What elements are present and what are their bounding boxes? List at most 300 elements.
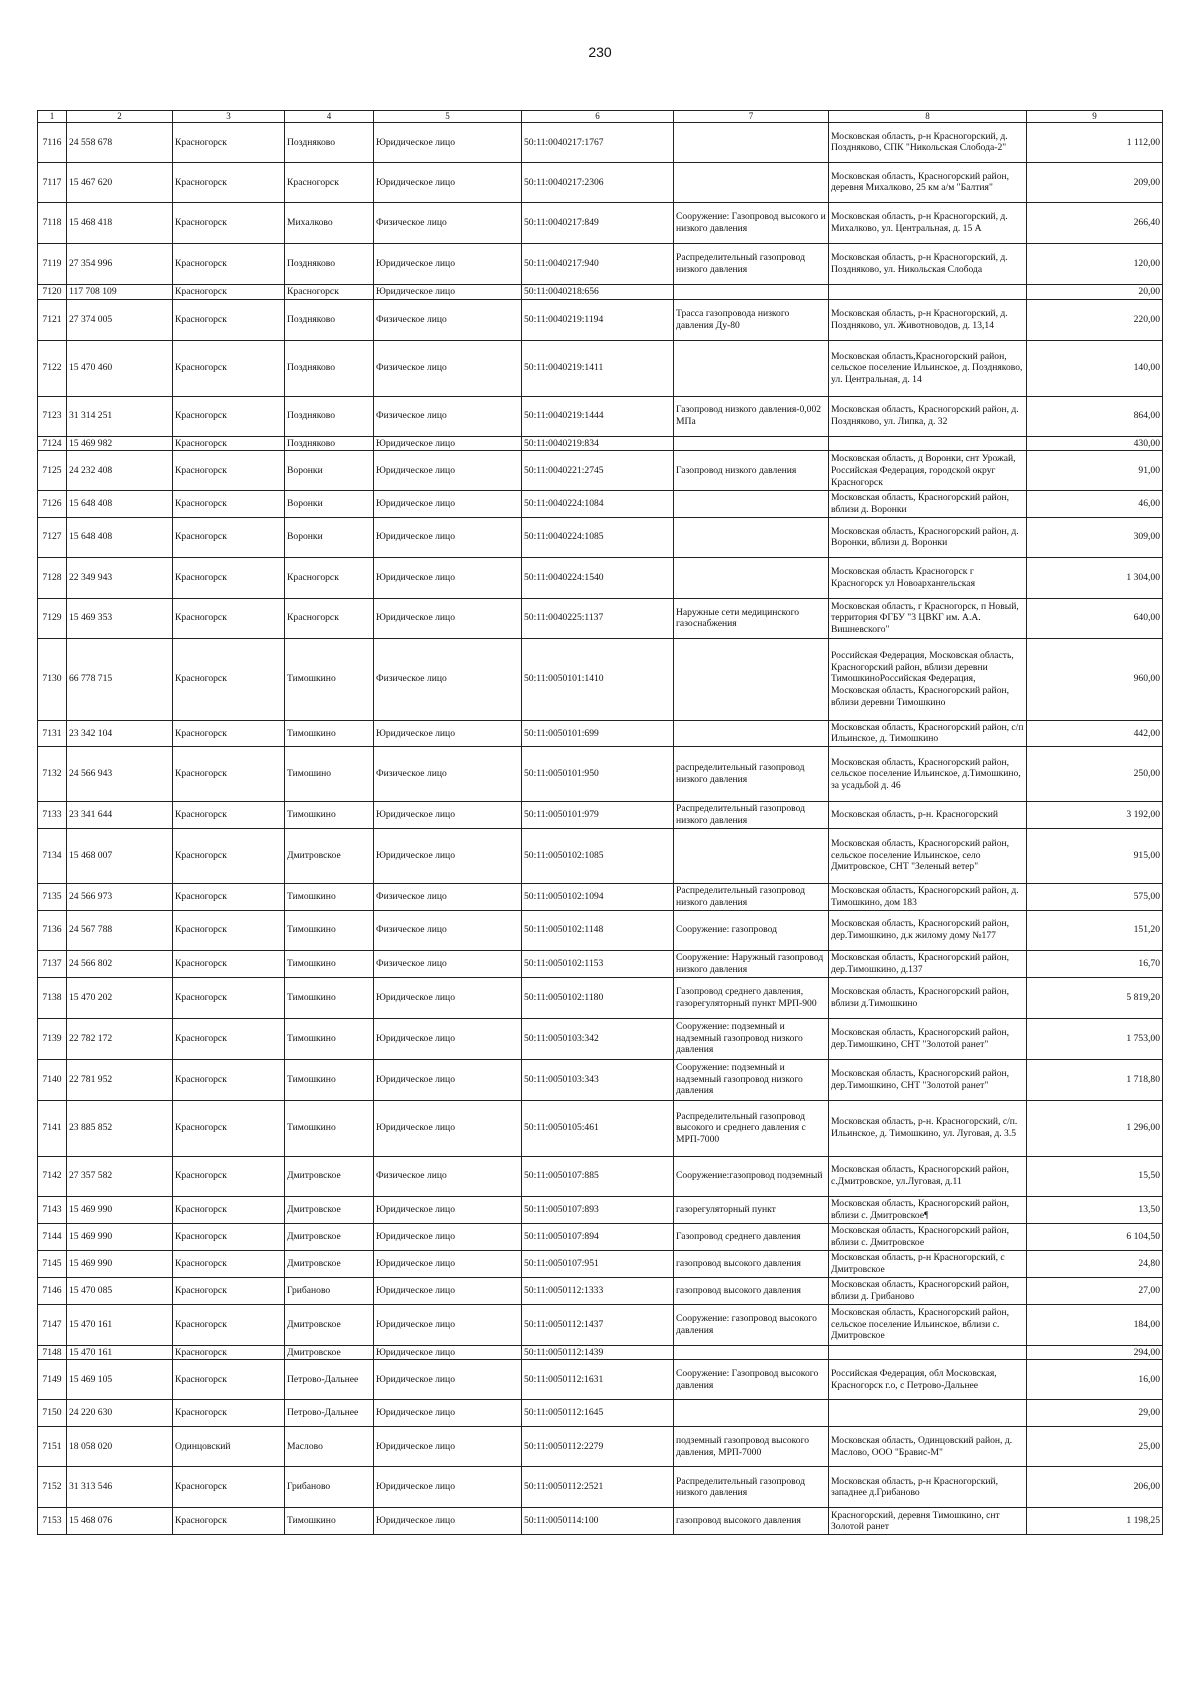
owner-type-cell: Физическое лицо bbox=[374, 202, 522, 243]
cadastral-number-cell: 50:11:0050102:1094 bbox=[522, 883, 674, 910]
code-cell: 24 558 678 bbox=[67, 122, 173, 162]
table-row bbox=[38, 243, 1163, 284]
address-cell: Московская область, Красногорский район, вблизи д.Тимошкино bbox=[829, 977, 1027, 1018]
locality-cell: Поздняково bbox=[285, 396, 374, 436]
table-row bbox=[38, 598, 1163, 638]
column-header: 7 bbox=[674, 111, 829, 123]
object-description-cell bbox=[674, 828, 829, 883]
district-cell: Красногорск bbox=[173, 977, 285, 1018]
area-cell: 220,00 bbox=[1027, 299, 1163, 340]
locality-cell: Красногорск bbox=[285, 284, 374, 299]
column-header: 3 bbox=[173, 111, 285, 123]
object-description-cell: Газопровод низкого давления bbox=[674, 451, 829, 491]
district-cell: Красногорск bbox=[173, 1400, 285, 1427]
district-cell: Красногорск bbox=[173, 122, 285, 162]
area-cell: 250,00 bbox=[1027, 747, 1163, 802]
owner-type-cell: Физическое лицо bbox=[374, 747, 522, 802]
area-cell: 46,00 bbox=[1027, 491, 1163, 517]
address-cell: Московская область, р-н Красногорский, западнее д.Грибаново bbox=[829, 1467, 1027, 1508]
district-cell: Красногорск bbox=[173, 340, 285, 396]
locality-cell: Петрово-Дальнее bbox=[285, 1400, 374, 1427]
locality-cell: Дмитровское bbox=[285, 828, 374, 883]
table-row bbox=[38, 340, 1163, 396]
cadastral-number-cell: 50:11:0040225:1137 bbox=[522, 598, 674, 638]
area-cell: 960,00 bbox=[1027, 638, 1163, 720]
code-cell: 22 781 952 bbox=[67, 1059, 173, 1100]
object-description-cell: Газопровод среднего давления bbox=[674, 1223, 829, 1250]
table-row bbox=[38, 1345, 1163, 1360]
owner-type-cell: Юридическое лицо bbox=[374, 451, 522, 491]
cadastral-number-cell: 50:11:0040217:2306 bbox=[522, 162, 674, 202]
row-number-cell: 7147 bbox=[38, 1304, 67, 1345]
owner-type-cell: Юридическое лицо bbox=[374, 557, 522, 598]
code-cell: 15 467 620 bbox=[67, 162, 173, 202]
district-cell: Красногорск bbox=[173, 162, 285, 202]
code-cell: 66 778 715 bbox=[67, 638, 173, 720]
cadastral-number-cell: 50:11:0050103:342 bbox=[522, 1018, 674, 1059]
table-row bbox=[38, 1018, 1163, 1059]
area-cell: 1 753,00 bbox=[1027, 1018, 1163, 1059]
code-cell: 15 470 460 bbox=[67, 340, 173, 396]
address-cell: Московская область, Красногорский район, дер.Тимошкино, д.137 bbox=[829, 950, 1027, 977]
owner-type-cell: Физическое лицо bbox=[374, 883, 522, 910]
object-description-cell: Распределительный газопровод низкого давления bbox=[674, 1467, 829, 1508]
locality-cell: Тимошкино bbox=[285, 883, 374, 910]
table-row bbox=[38, 828, 1163, 883]
cadastral-number-cell: 50:11:0050114:100 bbox=[522, 1508, 674, 1535]
owner-type-cell: Юридическое лицо bbox=[374, 1467, 522, 1508]
area-cell: 16,00 bbox=[1027, 1360, 1163, 1400]
cadastral-number-cell: 50:11:0050112:1439 bbox=[522, 1345, 674, 1360]
locality-cell: Красногорск bbox=[285, 162, 374, 202]
district-cell: Одинцовский bbox=[173, 1427, 285, 1467]
district-cell: Красногорск bbox=[173, 1250, 285, 1277]
table-row bbox=[38, 557, 1163, 598]
locality-cell: Поздняково bbox=[285, 299, 374, 340]
row-number-cell: 7151 bbox=[38, 1427, 67, 1467]
address-cell: Московская область, Красногорский район, вблизи с. Дмитровское¶ bbox=[829, 1196, 1027, 1223]
district-cell: Красногорск bbox=[173, 1508, 285, 1535]
address-cell: Московская область, Красногорский район, дер.Тимошкино, д.к жилому дому №177 bbox=[829, 910, 1027, 950]
district-cell: Красногорск bbox=[173, 747, 285, 802]
district-cell: Красногорск bbox=[173, 557, 285, 598]
cadastral-number-cell: 50:11:0050112:1437 bbox=[522, 1304, 674, 1345]
locality-cell: Поздняково bbox=[285, 340, 374, 396]
cadastral-number-cell: 50:11:0040219:1194 bbox=[522, 299, 674, 340]
locality-cell: Тимошкино bbox=[285, 977, 374, 1018]
district-cell: Красногорск bbox=[173, 638, 285, 720]
code-cell: 15 648 408 bbox=[67, 517, 173, 557]
locality-cell: Воронки bbox=[285, 451, 374, 491]
address-cell: Московская область, р-н Красногорский, с Дмитровское bbox=[829, 1250, 1027, 1277]
row-number-cell: 7153 bbox=[38, 1508, 67, 1535]
address-cell: Российская Федерация, Московская область, Красногорский район, вблизи деревни ТимошкиноРоссийская Федерация, Московская область, Красногорский район, вблизи деревни Тимошкино bbox=[829, 638, 1027, 720]
district-cell: Красногорск bbox=[173, 1277, 285, 1304]
row-number-cell: 7124 bbox=[38, 436, 67, 451]
row-number-cell: 7152 bbox=[38, 1467, 67, 1508]
cadastral-number-cell: 50:11:0040224:1084 bbox=[522, 491, 674, 517]
code-cell: 15 469 982 bbox=[67, 436, 173, 451]
object-description-cell bbox=[674, 557, 829, 598]
object-description-cell: распределительный газопровод низкого давления bbox=[674, 747, 829, 802]
table-row bbox=[38, 910, 1163, 950]
code-cell: 22 782 172 bbox=[67, 1018, 173, 1059]
area-cell: 24,80 bbox=[1027, 1250, 1163, 1277]
code-cell: 15 468 418 bbox=[67, 202, 173, 243]
district-cell: Красногорск bbox=[173, 299, 285, 340]
cadastral-number-cell: 50:11:0050112:2521 bbox=[522, 1467, 674, 1508]
locality-cell: Тимошкино bbox=[285, 638, 374, 720]
locality-cell: Дмитровское bbox=[285, 1250, 374, 1277]
locality-cell: Воронки bbox=[285, 491, 374, 517]
row-number-cell: 7129 bbox=[38, 598, 67, 638]
cadastral-number-cell: 50:11:0050101:950 bbox=[522, 747, 674, 802]
table-row bbox=[38, 1059, 1163, 1100]
address-cell: Московская область, Красногорский район, дер.Тимошкино, СНТ "Золотой ранет" bbox=[829, 1018, 1027, 1059]
code-cell: 24 220 630 bbox=[67, 1400, 173, 1427]
row-number-cell: 7140 bbox=[38, 1059, 67, 1100]
code-cell: 23 342 104 bbox=[67, 720, 173, 746]
object-description-cell bbox=[674, 491, 829, 517]
locality-cell: Тимошкино bbox=[285, 720, 374, 746]
locality-cell: Тимошкино bbox=[285, 1508, 374, 1535]
address-cell: Московская область, Красногорский район, с.Дмитровское, ул.Луговая, д.11 bbox=[829, 1156, 1027, 1196]
owner-type-cell: Юридическое лицо bbox=[374, 828, 522, 883]
object-description-cell: Сооружение:газопровод подземный bbox=[674, 1156, 829, 1196]
area-cell: 6 104,50 bbox=[1027, 1223, 1163, 1250]
code-cell: 15 469 105 bbox=[67, 1360, 173, 1400]
owner-type-cell: Юридическое лицо bbox=[374, 1223, 522, 1250]
locality-cell: Тимошкино bbox=[285, 1018, 374, 1059]
locality-cell: Красногорск bbox=[285, 557, 374, 598]
table-row bbox=[38, 1223, 1163, 1250]
address-cell: Московская область, д Воронки, снт Урожай, Российская Федерация, городской округ Красногорск bbox=[829, 451, 1027, 491]
page-number: 230 bbox=[588, 44, 612, 60]
cadastral-number-cell: 50:11:0040217:1767 bbox=[522, 122, 674, 162]
locality-cell: Михалково bbox=[285, 202, 374, 243]
cadastral-number-cell: 50:11:0040219:1444 bbox=[522, 396, 674, 436]
code-cell: 27 374 005 bbox=[67, 299, 173, 340]
cadastral-number-cell: 50:11:0040219:834 bbox=[522, 436, 674, 451]
cadastral-number-cell: 50:11:0050107:885 bbox=[522, 1156, 674, 1196]
owner-type-cell: Юридическое лицо bbox=[374, 162, 522, 202]
row-number-cell: 7120 bbox=[38, 284, 67, 299]
area-cell: 140,00 bbox=[1027, 340, 1163, 396]
table-row bbox=[38, 720, 1163, 746]
row-number-cell: 7139 bbox=[38, 1018, 67, 1059]
district-cell: Красногорск bbox=[173, 491, 285, 517]
object-description-cell: Сооружение: Наружный газопровод низкого давления bbox=[674, 950, 829, 977]
code-cell: 23 885 852 bbox=[67, 1100, 173, 1156]
cadastral-number-cell: 50:11:0040221:2745 bbox=[522, 451, 674, 491]
table-row bbox=[38, 1100, 1163, 1156]
address-cell: Московская область, Красногорский район, дер.Тимошкино, СНТ "Золотой ранет" bbox=[829, 1059, 1027, 1100]
locality-cell: Дмитровское bbox=[285, 1345, 374, 1360]
cadastral-number-cell: 50:11:0050102:1148 bbox=[522, 910, 674, 950]
object-description-cell: Газопровод среднего давления, газорегуляторный пункт МРП-900 bbox=[674, 977, 829, 1018]
row-number-cell: 7142 bbox=[38, 1156, 67, 1196]
row-number-cell: 7125 bbox=[38, 451, 67, 491]
object-description-cell: Распределительный газопровод низкого давления bbox=[674, 802, 829, 828]
owner-type-cell: Юридическое лицо bbox=[374, 436, 522, 451]
table-row bbox=[38, 284, 1163, 299]
cadastral-number-cell: 50:11:0050112:2279 bbox=[522, 1427, 674, 1467]
area-cell: 13,50 bbox=[1027, 1196, 1163, 1223]
owner-type-cell: Юридическое лицо bbox=[374, 1250, 522, 1277]
table-row bbox=[38, 802, 1163, 828]
owner-type-cell: Юридическое лицо bbox=[374, 491, 522, 517]
address-cell: Московская область,Красногорский район, сельское поселение Ильинское, д. Поздняково, ул. Центральная, д. 14 bbox=[829, 340, 1027, 396]
row-number-cell: 7145 bbox=[38, 1250, 67, 1277]
address-cell: Московская область, Красногорский район, сельское поселение Ильинское, вблизи с. Дмитровское bbox=[829, 1304, 1027, 1345]
code-cell: 24 567 788 bbox=[67, 910, 173, 950]
object-description-cell bbox=[674, 1345, 829, 1360]
row-number-cell: 7131 bbox=[38, 720, 67, 746]
area-cell: 25,00 bbox=[1027, 1427, 1163, 1467]
object-description-cell bbox=[674, 638, 829, 720]
table-row bbox=[38, 1156, 1163, 1196]
code-cell: 15 469 353 bbox=[67, 598, 173, 638]
header-row bbox=[38, 111, 1163, 123]
address-cell: Московская область, Красногорский район, с/п Ильинское, д. Тимошкино bbox=[829, 720, 1027, 746]
owner-type-cell: Физическое лицо bbox=[374, 638, 522, 720]
row-number-cell: 7118 bbox=[38, 202, 67, 243]
code-cell: 15 468 076 bbox=[67, 1508, 173, 1535]
object-description-cell: Трасса газопровода низкого давления Ду-80 bbox=[674, 299, 829, 340]
column-header: 8 bbox=[829, 111, 1027, 123]
address-cell: Московская область, р-н Красногорский, д. Поздняково, ул. Животноводов, д. 13,14 bbox=[829, 299, 1027, 340]
column-header: 5 bbox=[374, 111, 522, 123]
locality-cell: Дмитровское bbox=[285, 1196, 374, 1223]
owner-type-cell: Юридическое лицо bbox=[374, 977, 522, 1018]
row-number-cell: 7136 bbox=[38, 910, 67, 950]
district-cell: Красногорск bbox=[173, 1345, 285, 1360]
locality-cell: Тимошкино bbox=[285, 910, 374, 950]
object-description-cell: газопровод высокого давления bbox=[674, 1508, 829, 1535]
table-row bbox=[38, 1400, 1163, 1427]
address-cell bbox=[829, 1400, 1027, 1427]
code-cell: 24 566 973 bbox=[67, 883, 173, 910]
cadastral-number-cell: 50:11:0050107:951 bbox=[522, 1250, 674, 1277]
owner-type-cell: Юридическое лицо bbox=[374, 1059, 522, 1100]
cadastral-number-cell: 50:11:0050103:343 bbox=[522, 1059, 674, 1100]
table-row bbox=[38, 517, 1163, 557]
area-cell: 91,00 bbox=[1027, 451, 1163, 491]
owner-type-cell: Юридическое лицо bbox=[374, 598, 522, 638]
table-row bbox=[38, 950, 1163, 977]
code-cell: 15 470 161 bbox=[67, 1345, 173, 1360]
code-cell: 24 566 802 bbox=[67, 950, 173, 977]
code-cell: 15 468 007 bbox=[67, 828, 173, 883]
district-cell: Красногорск bbox=[173, 243, 285, 284]
area-cell: 206,00 bbox=[1027, 1467, 1163, 1508]
object-description-cell bbox=[674, 340, 829, 396]
district-cell: Красногорск bbox=[173, 396, 285, 436]
code-cell: 27 357 582 bbox=[67, 1156, 173, 1196]
owner-type-cell: Юридическое лицо bbox=[374, 1345, 522, 1360]
area-cell: 16,70 bbox=[1027, 950, 1163, 977]
table-row bbox=[38, 396, 1163, 436]
area-cell: 120,00 bbox=[1027, 243, 1163, 284]
area-cell: 1 718,80 bbox=[1027, 1059, 1163, 1100]
district-cell: Красногорск bbox=[173, 910, 285, 950]
cadastral-number-cell: 50:11:0040224:1085 bbox=[522, 517, 674, 557]
code-cell: 15 469 990 bbox=[67, 1196, 173, 1223]
address-cell: Московская область, р-н. Красногорский bbox=[829, 802, 1027, 828]
district-cell: Красногорск bbox=[173, 517, 285, 557]
object-description-cell: Наружные сети медицинского газоснабжения bbox=[674, 598, 829, 638]
area-cell: 5 819,20 bbox=[1027, 977, 1163, 1018]
row-number-cell: 7141 bbox=[38, 1100, 67, 1156]
column-header: 4 bbox=[285, 111, 374, 123]
locality-cell: Поздняково bbox=[285, 436, 374, 451]
cadastral-number-cell: 50:11:0050107:894 bbox=[522, 1223, 674, 1250]
cadastral-number-cell: 50:11:0050102:1085 bbox=[522, 828, 674, 883]
code-cell: 117 708 109 bbox=[67, 284, 173, 299]
table-row bbox=[38, 122, 1163, 162]
owner-type-cell: Юридическое лицо bbox=[374, 720, 522, 746]
locality-cell: Дмитровское bbox=[285, 1304, 374, 1345]
column-header: 6 bbox=[522, 111, 674, 123]
code-cell: 31 313 546 bbox=[67, 1467, 173, 1508]
locality-cell: Тимошкино bbox=[285, 802, 374, 828]
area-cell: 430,00 bbox=[1027, 436, 1163, 451]
cadastral-number-cell: 50:11:0050112:1333 bbox=[522, 1277, 674, 1304]
table-row bbox=[38, 1196, 1163, 1223]
owner-type-cell: Юридическое лицо bbox=[374, 122, 522, 162]
table-row bbox=[38, 451, 1163, 491]
cadastral-number-cell: 50:11:0050112:1645 bbox=[522, 1400, 674, 1427]
row-number-cell: 7130 bbox=[38, 638, 67, 720]
code-cell: 15 470 085 bbox=[67, 1277, 173, 1304]
row-number-cell: 7150 bbox=[38, 1400, 67, 1427]
district-cell: Красногорск bbox=[173, 950, 285, 977]
object-description-cell bbox=[674, 284, 829, 299]
table-row bbox=[38, 883, 1163, 910]
area-cell: 1 112,00 bbox=[1027, 122, 1163, 162]
row-number-cell: 7144 bbox=[38, 1223, 67, 1250]
area-cell: 20,00 bbox=[1027, 284, 1163, 299]
owner-type-cell: Физическое лицо bbox=[374, 1156, 522, 1196]
object-description-cell bbox=[674, 436, 829, 451]
area-cell: 209,00 bbox=[1027, 162, 1163, 202]
object-description-cell bbox=[674, 517, 829, 557]
locality-cell: Петрово-Дальнее bbox=[285, 1360, 374, 1400]
locality-cell: Дмитровское bbox=[285, 1156, 374, 1196]
code-cell: 23 341 644 bbox=[67, 802, 173, 828]
address-cell: Московская область, Красногорский район, вблизи д. Грибаново bbox=[829, 1277, 1027, 1304]
cadastral-number-cell: 50:11:0040217:849 bbox=[522, 202, 674, 243]
district-cell: Красногорск bbox=[173, 1100, 285, 1156]
cadastral-number-cell: 50:11:0050112:1631 bbox=[522, 1360, 674, 1400]
owner-type-cell: Физическое лицо bbox=[374, 950, 522, 977]
row-number-cell: 7146 bbox=[38, 1277, 67, 1304]
district-cell: Красногорск bbox=[173, 284, 285, 299]
locality-cell: Дмитровское bbox=[285, 1223, 374, 1250]
code-cell: 24 232 408 bbox=[67, 451, 173, 491]
district-cell: Красногорск bbox=[173, 1059, 285, 1100]
object-description-cell: газопровод высокого давления bbox=[674, 1250, 829, 1277]
object-description-cell: Сооружение: подземный и надземный газопровод низкого давления bbox=[674, 1059, 829, 1100]
row-number-cell: 7138 bbox=[38, 977, 67, 1018]
district-cell: Красногорск bbox=[173, 883, 285, 910]
owner-type-cell: Юридическое лицо bbox=[374, 1196, 522, 1223]
object-description-cell: Распределительный газопровод высокого и среднего давления с МРП-7000 bbox=[674, 1100, 829, 1156]
code-cell: 15 470 161 bbox=[67, 1304, 173, 1345]
row-number-cell: 7132 bbox=[38, 747, 67, 802]
address-cell: Московская область, р-н. Красногорский, с/п. Ильинское, д. Тимошкино, ул. Луговая, д. 3.5 bbox=[829, 1100, 1027, 1156]
row-number-cell: 7123 bbox=[38, 396, 67, 436]
table-header bbox=[38, 111, 1163, 123]
area-cell: 294,00 bbox=[1027, 1345, 1163, 1360]
address-cell bbox=[829, 284, 1027, 299]
locality-cell: Маслово bbox=[285, 1427, 374, 1467]
table-row bbox=[38, 1427, 1163, 1467]
cadastral-number-cell: 50:11:0050102:1153 bbox=[522, 950, 674, 977]
code-cell: 27 354 996 bbox=[67, 243, 173, 284]
row-number-cell: 7134 bbox=[38, 828, 67, 883]
cadastral-number-cell: 50:11:0050101:1410 bbox=[522, 638, 674, 720]
table-row bbox=[38, 1508, 1163, 1535]
object-description-cell: Газопровод низкого давления-0,002 МПа bbox=[674, 396, 829, 436]
area-cell: 1 296,00 bbox=[1027, 1100, 1163, 1156]
table-row bbox=[38, 202, 1163, 243]
cadastral-number-cell: 50:11:0040217:940 bbox=[522, 243, 674, 284]
address-cell: Московская область, Красногорский район, д. Поздняково, ул. Липка, д. 32 bbox=[829, 396, 1027, 436]
address-cell: Московская область Красногорск г Красногорск ул Новоарханrельская bbox=[829, 557, 1027, 598]
district-cell: Красногорск bbox=[173, 1018, 285, 1059]
district-cell: Красногорск bbox=[173, 1196, 285, 1223]
registry-table bbox=[37, 110, 1163, 1535]
cadastral-number-cell: 50:11:0040219:1411 bbox=[522, 340, 674, 396]
district-cell: Красногорск bbox=[173, 802, 285, 828]
address-cell: Московская область, р-н Красногорский, д. Михалково, ул. Центральная, д. 15 А bbox=[829, 202, 1027, 243]
cadastral-number-cell: 50:11:0050105:461 bbox=[522, 1100, 674, 1156]
row-number-cell: 7119 bbox=[38, 243, 67, 284]
address-cell: Московская область, Красногорский район, д. Тимошкино, дом 183 bbox=[829, 883, 1027, 910]
object-description-cell bbox=[674, 1400, 829, 1427]
cadastral-number-cell: 50:11:0040218:656 bbox=[522, 284, 674, 299]
owner-type-cell: Юридическое лицо bbox=[374, 1400, 522, 1427]
code-cell: 31 314 251 bbox=[67, 396, 173, 436]
address-cell: Московская область, Одинцовский район, д. Маслово, ООО "Бравис-М" bbox=[829, 1427, 1027, 1467]
owner-type-cell: Юридическое лицо bbox=[374, 1360, 522, 1400]
object-description-cell: Сооружение: Газопровод высокого давления bbox=[674, 1360, 829, 1400]
row-number-cell: 7126 bbox=[38, 491, 67, 517]
table-row bbox=[38, 1360, 1163, 1400]
column-header: 2 bbox=[67, 111, 173, 123]
object-description-cell: Сооружение: газопровод высокого давления bbox=[674, 1304, 829, 1345]
locality-cell: Тимошкино bbox=[285, 1059, 374, 1100]
object-description-cell: газопровод высокого давления bbox=[674, 1277, 829, 1304]
code-cell: 15 470 202 bbox=[67, 977, 173, 1018]
owner-type-cell: Физическое лицо bbox=[374, 299, 522, 340]
code-cell: 15 648 408 bbox=[67, 491, 173, 517]
row-number-cell: 7127 bbox=[38, 517, 67, 557]
locality-cell: Поздняково bbox=[285, 243, 374, 284]
row-number-cell: 7148 bbox=[38, 1345, 67, 1360]
row-number-cell: 7135 bbox=[38, 883, 67, 910]
address-cell: Московская область, Красногорский район, вблизи с. Дмитровское bbox=[829, 1223, 1027, 1250]
address-cell: Московская область, Красногорский район, вблизи д. Воронки bbox=[829, 491, 1027, 517]
address-cell: Московская область, Красногорский район, деревня Михалково, 25 км а/м "Балтия" bbox=[829, 162, 1027, 202]
locality-cell: Тимошкино bbox=[285, 950, 374, 977]
owner-type-cell: Физическое лицо bbox=[374, 340, 522, 396]
address-cell: Московская область, г Красногорск, п Новый, территория ФГБУ "3 ЦВКГ им. А.А. Вишневского" bbox=[829, 598, 1027, 638]
table-body bbox=[38, 122, 1163, 1534]
area-cell: 575,00 bbox=[1027, 883, 1163, 910]
area-cell: 1 198,25 bbox=[1027, 1508, 1163, 1535]
